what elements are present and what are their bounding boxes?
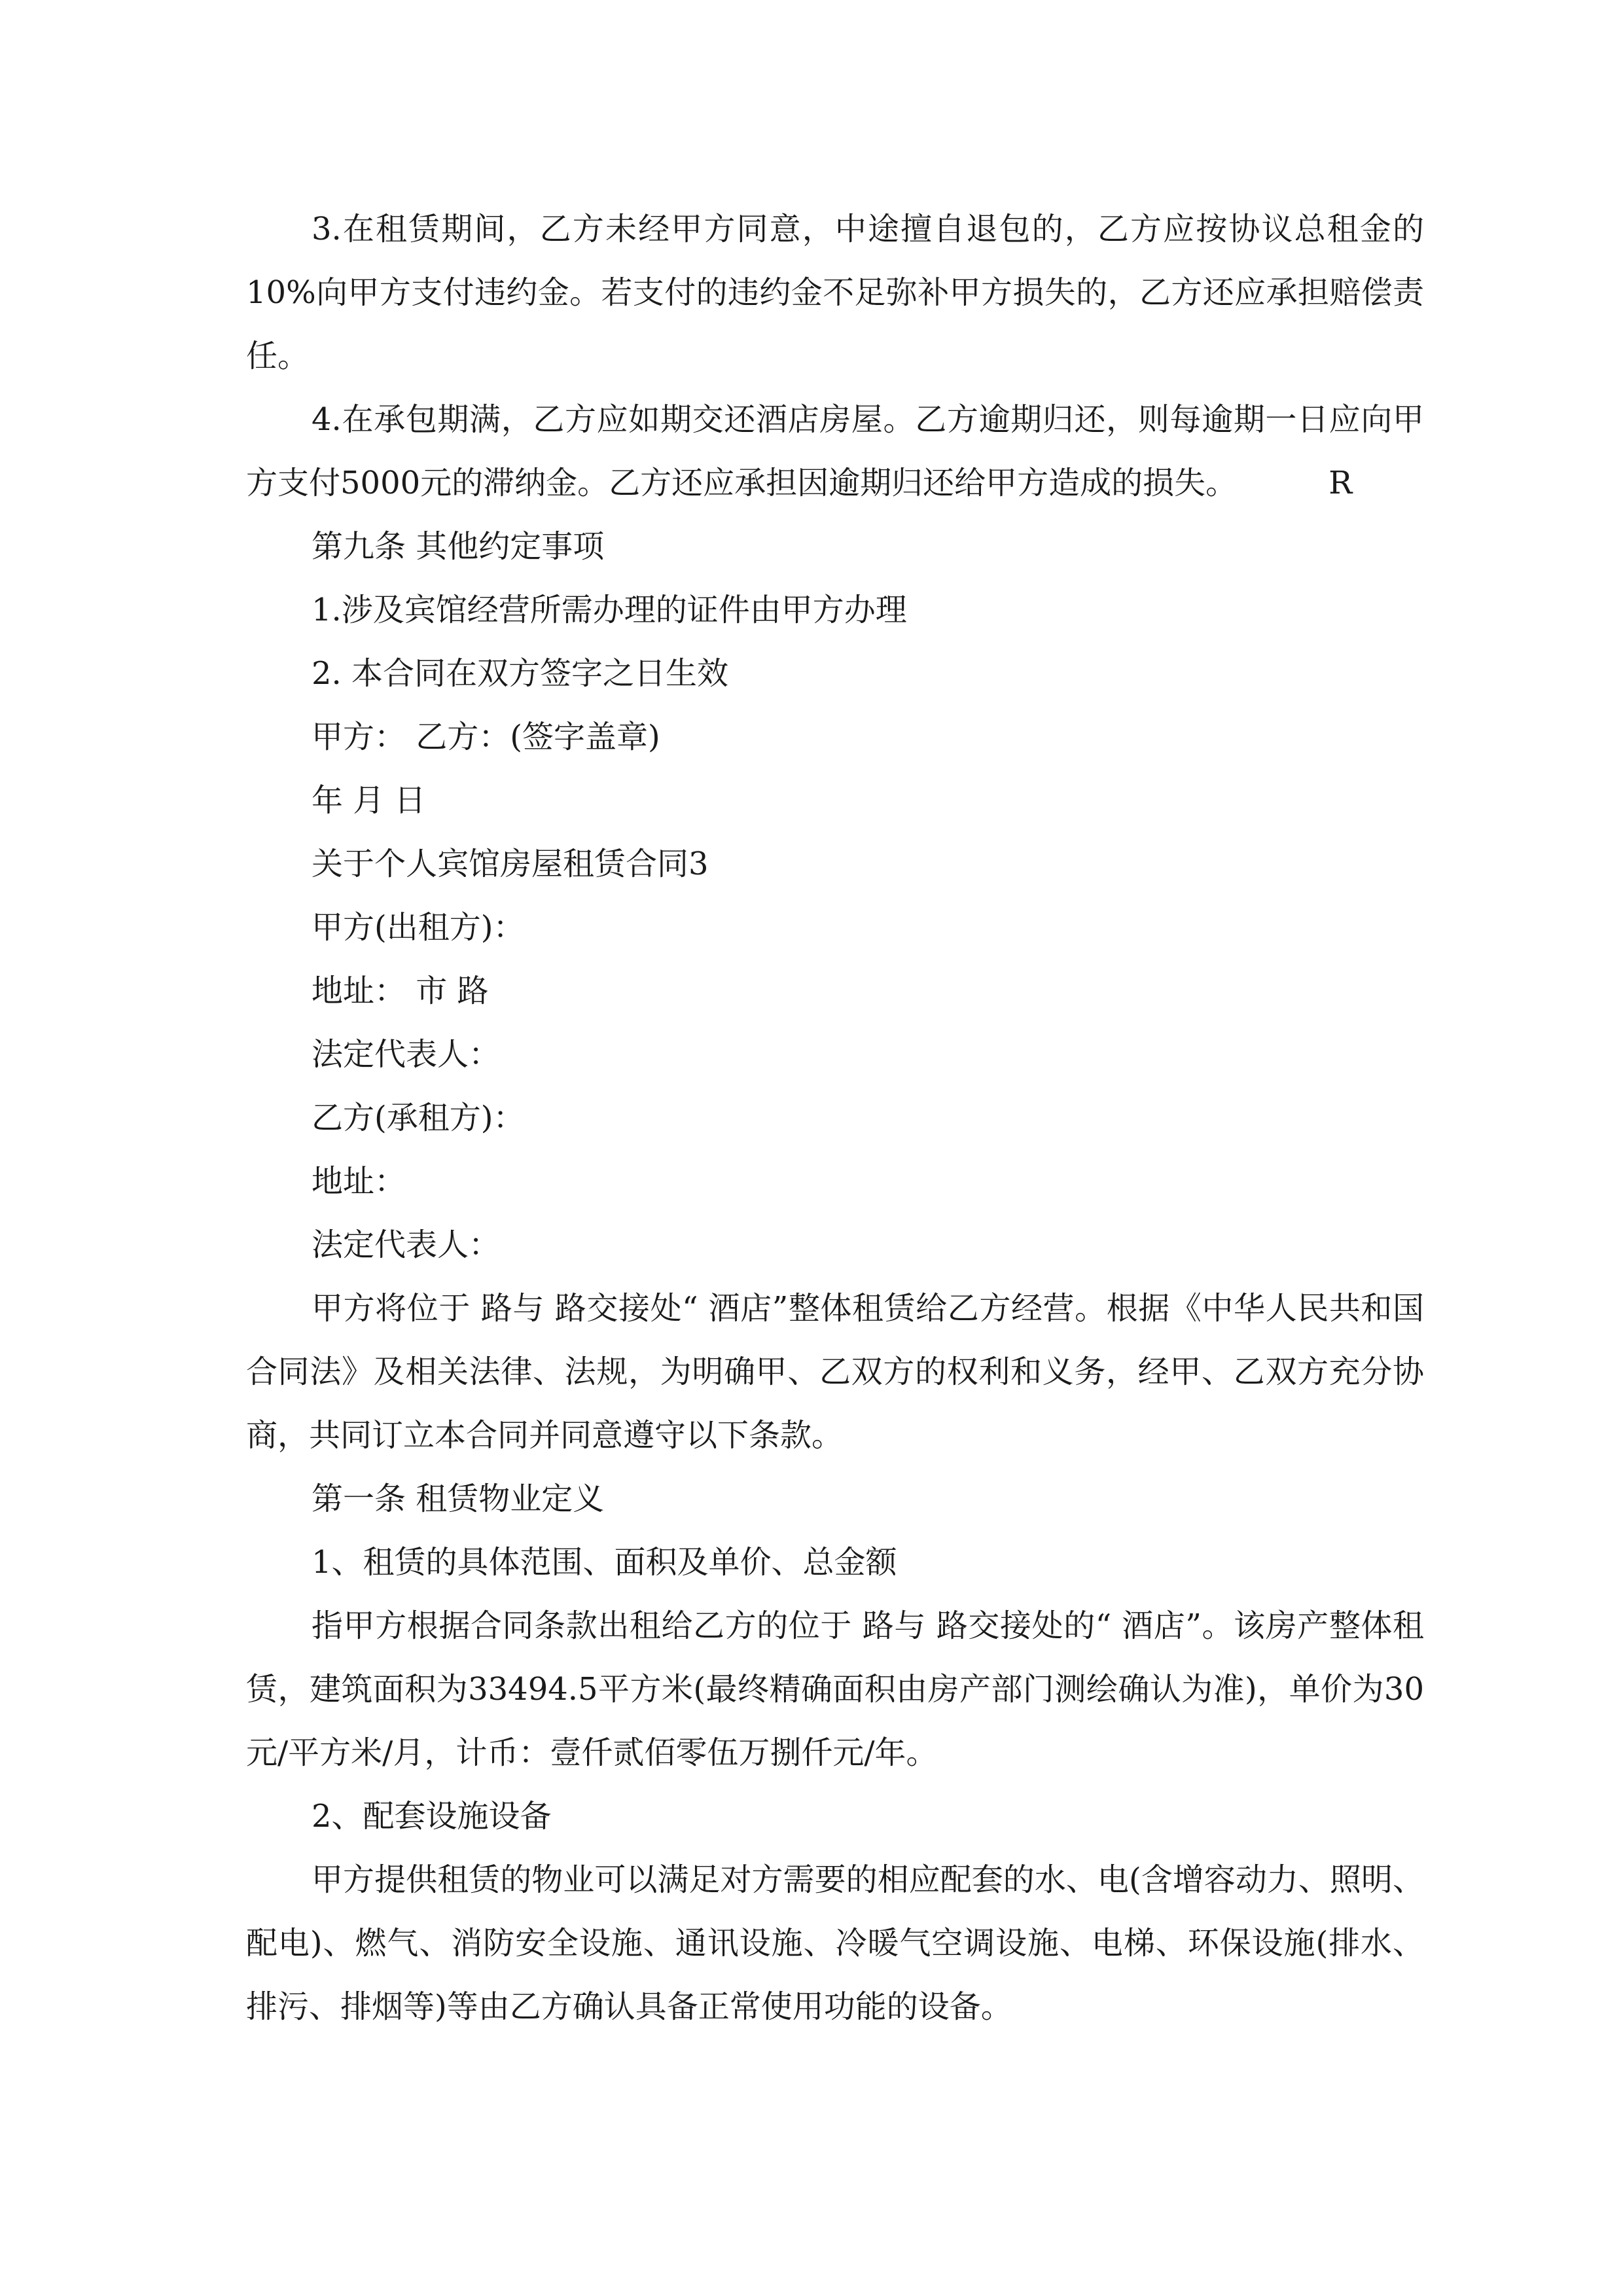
party-a-line: [246, 896, 1424, 960]
paragraph-text: 第九条 其他约定事项: [312, 528, 605, 565]
party-b-line: [246, 1086, 1424, 1150]
paragraph-text: 地址：: [312, 1163, 406, 1200]
paragraph-item-1: [246, 579, 1424, 642]
paragraph-text: 甲方(出租方)：: [312, 909, 525, 946]
paragraph-text: 年 月 日: [312, 782, 426, 819]
paragraph-text: 甲方将位于 路与 路交接处“ 酒店”整体租赁给乙方经营。根据《中华人民共和国合同法》及相关法律、法规，为明确甲、乙双方的权利和义务，经甲、乙双方充分协商，共同订立本合同并同意遵守以下条款。: [246, 1290, 1424, 1454]
paragraph-text: 3.在租赁期间，乙方未经甲方同意，中途擅自退包的，乙方应按协议总租金的10%向甲方支付违约金。若支付的违约金不足弥补甲方损失的，乙方还应承担赔偿责任。: [246, 211, 1424, 374]
subsection-heading-1: [246, 1531, 1424, 1594]
paragraph-text: 4.在承包期满，乙方应如期交还酒店房屋。乙方逾期归还，则每逾期一日应向甲方支付5000元的滞纳金。乙方还应承担因逾期归还给甲方造成的损失。: [246, 401, 1424, 501]
paragraph-text: 关于个人宾馆房屋租赁合同3: [312, 846, 709, 882]
party-b-representative: [246, 1213, 1424, 1277]
paragraph-text: 2. 本合同在双方签字之日生效: [312, 655, 729, 692]
signature-line: [246, 706, 1424, 769]
contract-title: [246, 833, 1424, 896]
paragraph-clause-4: [246, 388, 1424, 515]
party-a-address: [246, 960, 1424, 1023]
subsection-heading-2: [246, 1785, 1424, 1848]
facilities-paragraph: [246, 1848, 1424, 2039]
party-b-address: [246, 1150, 1424, 1213]
paragraph-clause-3: [246, 198, 1424, 388]
paragraph-text: 指甲方根据合同条款出租给乙方的位于 路与 路交接处的“ 酒店”。该房产整体租赁，建筑面积为33494.5平方米(最终精确面积由房产部门测绘确认为准)，单价为30元/平方米/月，计币：壹仟贰佰零伍万捌仟元/年。: [246, 1607, 1424, 1771]
date-line: [246, 769, 1424, 833]
section-heading-9: [246, 515, 1424, 579]
section-heading-1: [246, 1467, 1424, 1531]
paragraph-text: 法定代表人：: [312, 1227, 501, 1263]
paragraph-text: 1.涉及宾馆经营所需办理的证件由甲方办理: [312, 592, 907, 628]
paragraph-text: 1、租赁的具体范围、面积及单价、总金额: [312, 1544, 897, 1581]
paragraph-text: 法定代表人：: [312, 1036, 501, 1073]
paragraph-text: 甲方提供租赁的物业可以满足对方需要的相应配套的水、电(含增容动力、照明、配电)、燃气、消防安全设施、通讯设施、冷暖气空调设施、电梯、环保设施(排水、排污、排烟等)等由乙方确认具备正常使用功能的设备。: [246, 1861, 1424, 2025]
paragraph-text: 地址： 市 路: [312, 973, 489, 1009]
document-body: [246, 198, 1424, 2039]
paragraph-text: 2、配套设施设备: [312, 1798, 552, 1835]
stray-mark: R: [1329, 465, 1353, 501]
party-a-representative: [246, 1023, 1424, 1086]
preamble-paragraph: [246, 1277, 1424, 1467]
paragraph-text: 第一条 租赁物业定义: [312, 1480, 605, 1517]
paragraph-text: 甲方： 乙方：(签字盖章): [312, 719, 660, 755]
lease-scope-paragraph: [246, 1594, 1424, 1785]
paragraph-item-2: [246, 642, 1424, 706]
paragraph-text: 乙方(承租方)：: [312, 1100, 525, 1136]
